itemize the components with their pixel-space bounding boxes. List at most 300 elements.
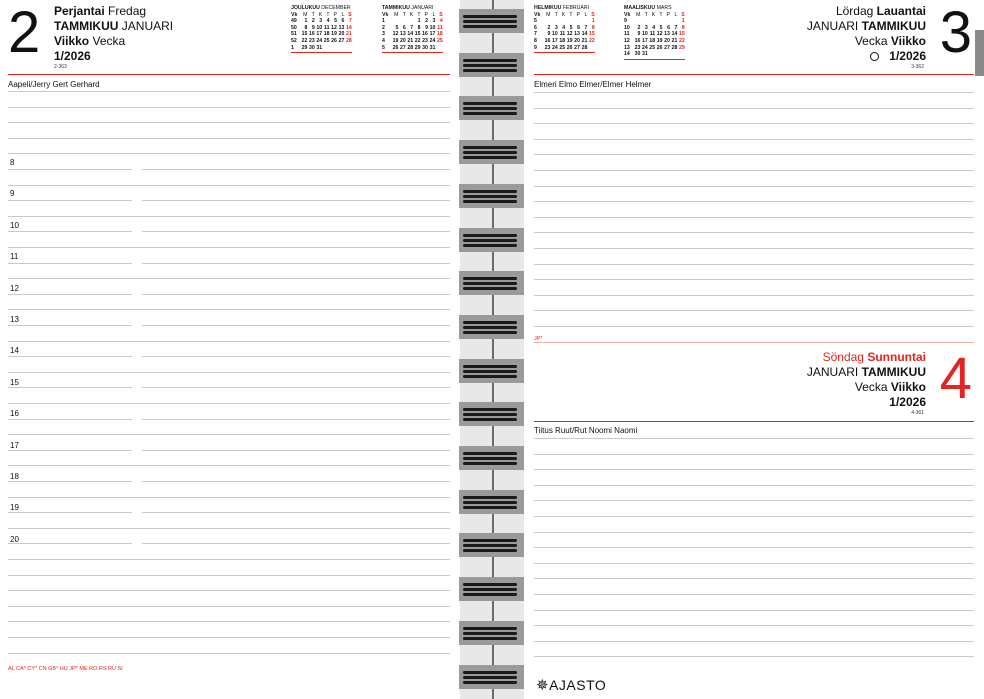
calendar-week-row	[624, 45, 685, 52]
week-number-cell: 1	[291, 44, 294, 51]
writing-line	[142, 231, 450, 232]
day-cell	[543, 18, 550, 25]
day-cell: 28	[407, 44, 414, 51]
sunday-day-number: 4	[939, 346, 972, 411]
week-number-cell: 9	[534, 44, 537, 51]
day-cell: 7	[674, 24, 678, 31]
day-cell: 11	[324, 24, 330, 31]
writing-line	[534, 139, 974, 140]
hour-label: 11	[10, 252, 19, 262]
day-cell: 17	[316, 31, 323, 38]
day-cell: P	[424, 11, 428, 18]
hour-label: 19	[10, 503, 19, 513]
calendar-week-row	[534, 25, 595, 32]
writing-line	[8, 122, 450, 123]
ring-wire	[463, 418, 517, 421]
ring-wire	[463, 102, 517, 105]
calendar-title-fi: MAALISKUU	[624, 5, 656, 11]
ring-wire	[463, 375, 517, 378]
day-cell: 22	[414, 37, 421, 44]
day-cell: 24	[552, 44, 558, 51]
day-cell: 13	[664, 31, 670, 38]
day-cell: 5	[395, 24, 399, 31]
week-number-cell: 1	[382, 18, 385, 25]
day-cell: 28	[581, 44, 588, 51]
day-cell	[406, 18, 413, 25]
day-cell: 27	[338, 37, 345, 44]
calendar-title	[624, 5, 685, 12]
day-name-sv: Fredag	[108, 4, 147, 18]
day-cell: 31	[642, 51, 648, 58]
day-cell: 16	[544, 37, 551, 44]
ring-wire	[463, 69, 517, 72]
writing-line	[8, 575, 450, 576]
ring-wire	[463, 457, 517, 460]
day-cell: 18	[559, 37, 566, 44]
week-fi: Viikko	[54, 34, 90, 48]
saturday-divider	[534, 74, 974, 75]
day-cell: T	[417, 11, 421, 18]
ring-wire	[463, 462, 517, 465]
writing-line	[534, 563, 974, 564]
day-cell: 26	[331, 37, 337, 44]
writing-line	[142, 200, 450, 201]
day-cell: 3	[644, 24, 648, 31]
week-number-cell: 12	[624, 37, 630, 44]
day-cell: 30	[422, 44, 428, 51]
ring-wire	[463, 107, 517, 110]
ring-wire	[463, 549, 517, 552]
ring-wire	[463, 588, 517, 591]
calendar-week-row	[624, 31, 685, 38]
hour-label: 15	[10, 377, 19, 387]
hour-line	[8, 263, 132, 264]
sun-day-of-year: 4-361	[911, 410, 924, 416]
day-of-year: 2-363	[54, 64, 67, 70]
mini-calendar-december	[291, 5, 352, 53]
day-cell: 22	[678, 37, 685, 44]
writing-line	[8, 372, 450, 373]
ring-wire	[463, 452, 517, 455]
sat-day-of-year: 3-362	[911, 64, 924, 70]
writing-line	[8, 138, 450, 139]
ring-wire	[463, 413, 517, 416]
calendar-rule	[624, 59, 685, 60]
week-number-cell: 13	[624, 44, 630, 51]
day-cell: 20	[338, 31, 345, 38]
day-cell: 2	[311, 18, 315, 25]
sat-day-name-fi: Lauantai	[876, 4, 926, 18]
ring-wire	[463, 627, 517, 630]
writing-line	[534, 625, 974, 626]
sun-day-name-fi: Sunnuntai	[867, 350, 926, 364]
moon-phase-icon	[870, 52, 879, 61]
day-cell: M	[394, 11, 399, 18]
hour-line	[8, 200, 132, 201]
ring-wire	[463, 195, 517, 198]
day-cell: 22	[301, 37, 308, 44]
day-cell: 7	[410, 24, 414, 31]
week-number-cell: Vk	[534, 11, 541, 18]
day-cell: P	[576, 11, 580, 18]
sun-month-fi: TAMMIKUU	[861, 365, 926, 379]
hour-line	[8, 325, 132, 326]
saturday-header	[807, 4, 926, 64]
calendar-title	[534, 5, 595, 12]
day-cell: T	[326, 11, 330, 18]
day-cell: K	[409, 11, 414, 18]
calendar-title-fi: TAMMIKUU	[382, 5, 410, 11]
ring-wire	[463, 676, 517, 679]
day-cell: 3	[432, 18, 436, 25]
writing-line	[142, 169, 450, 170]
calendar-week-row	[534, 38, 595, 45]
day-cell: 23	[544, 44, 551, 51]
spiral-ring	[459, 271, 525, 295]
day-cell: 17	[642, 37, 648, 44]
day-cell: T	[311, 11, 315, 18]
day-number: 2	[8, 0, 41, 65]
sun-week-fi: Viikko	[890, 380, 926, 394]
day-cell: 26	[392, 44, 399, 51]
day-cell: 12	[392, 31, 399, 38]
spiral-ring	[459, 9, 525, 33]
day-cell: 30	[309, 44, 315, 51]
writing-line	[8, 247, 450, 248]
calendar-title-sv: MARS	[655, 5, 672, 11]
mini-calendar-february	[534, 5, 595, 53]
day-cell: 23	[422, 37, 428, 44]
day-cell	[322, 45, 329, 52]
calendar-title	[291, 5, 352, 12]
day-cell: 19	[331, 31, 337, 38]
day-cell: 25	[559, 44, 566, 51]
sat-month-sv: JANUARI	[806, 19, 859, 33]
day-cell	[670, 18, 677, 25]
writing-line	[8, 278, 450, 279]
calendar-week-row	[624, 38, 685, 45]
day-cell: 31	[429, 44, 436, 51]
day-cell: 10	[642, 31, 648, 38]
day-cell: 24	[642, 44, 648, 51]
hour-label: 13	[10, 315, 19, 324]
calendar-title-sv: DECEMBER	[319, 5, 351, 11]
hour-label: 9	[10, 189, 15, 199]
day-cell: 4	[326, 18, 330, 25]
week-number-cell: 14	[624, 51, 630, 58]
day-cell: 15	[414, 31, 421, 38]
day-cell: 29	[678, 44, 685, 51]
day-cell: 20	[400, 37, 406, 44]
writing-line	[8, 559, 450, 560]
calendar-week-row	[624, 25, 685, 32]
hour-label: 16	[10, 409, 19, 419]
week-number-cell: 6	[534, 24, 537, 31]
week-number-cell: Vk	[291, 11, 298, 18]
day-cell	[573, 18, 580, 25]
sunday-name-day-text: Tiitus Ruut/Rut Noomi Naomi	[534, 426, 638, 435]
writing-line	[8, 606, 450, 607]
ring-wire	[463, 20, 517, 23]
saturday-name-day-text: Elmeri Elmo Elmer/Elmer Helmer	[534, 80, 652, 89]
day-cell: 13	[400, 31, 406, 38]
day-cell: T	[659, 11, 663, 18]
day-cell: 29	[414, 44, 421, 51]
writing-line	[8, 403, 450, 404]
day-cell: 9	[547, 31, 551, 38]
calendar-rule	[534, 52, 595, 53]
ring-wire	[463, 282, 517, 285]
calendar-rule	[291, 52, 352, 53]
day-cell: 2	[425, 18, 428, 25]
ring-wire	[463, 637, 517, 640]
day-cell: 19	[392, 37, 399, 44]
day-cell: 1	[417, 18, 421, 25]
ring-wire	[463, 190, 517, 193]
month-index-tab	[975, 30, 984, 76]
day-cell: K	[318, 11, 323, 18]
day-cell: 27	[400, 44, 406, 51]
day-cell	[677, 51, 684, 58]
calendar-week-row	[382, 45, 443, 52]
day-cell: 8	[417, 24, 421, 31]
day-cell: 29	[301, 44, 308, 51]
ring-wire	[463, 671, 517, 674]
spiral-ring	[459, 228, 525, 252]
saturday-end-rule	[534, 342, 974, 343]
spiral-ring	[459, 665, 525, 689]
day-cell: 20	[574, 37, 580, 44]
week-number-cell: Vk	[624, 11, 631, 18]
day-cell: 26	[656, 44, 663, 51]
day-cell: 3	[554, 24, 558, 31]
day-cell: 31	[316, 44, 323, 51]
day-cell	[435, 45, 442, 52]
day-cell: 16	[422, 31, 428, 38]
day-cell: 5	[659, 24, 663, 31]
day-cell: 19	[656, 37, 663, 44]
day-cell	[655, 18, 662, 25]
week-number-cell: 2	[382, 24, 385, 31]
day-cell: S	[439, 11, 443, 18]
sat-day-name-sv: Lördag	[835, 4, 874, 18]
hour-line	[8, 356, 132, 357]
header-divider	[8, 74, 450, 75]
day-cell: 21	[407, 37, 414, 44]
day-cell: 14	[671, 31, 678, 38]
spiral-ring	[459, 184, 525, 208]
day-cell: 12	[566, 31, 573, 38]
writing-line	[534, 154, 974, 155]
spiral-ring	[459, 315, 525, 339]
writing-line	[8, 497, 450, 498]
writing-line	[8, 91, 450, 92]
day-cell	[337, 45, 344, 52]
day-cell: 25	[436, 37, 443, 44]
ring-wire	[463, 151, 517, 154]
ring-wire	[463, 59, 517, 62]
day-cell: 11	[437, 24, 443, 31]
day-cell: 10	[552, 31, 558, 38]
ring-wire	[463, 287, 517, 290]
writing-line	[8, 185, 450, 186]
day-cell: 5	[334, 18, 337, 25]
writing-line	[8, 309, 450, 310]
writing-line	[534, 108, 974, 109]
hour-label: 14	[10, 346, 19, 356]
writing-line	[8, 528, 450, 529]
calendar-week-row	[291, 38, 352, 45]
day-cell: 14	[407, 31, 414, 38]
week-number-cell: 4	[382, 37, 385, 44]
day-cell	[633, 18, 640, 25]
writing-line	[8, 637, 450, 638]
hour-label: 18	[10, 472, 19, 481]
sat-week-sv: Vecka	[854, 34, 888, 48]
writing-line	[534, 217, 974, 218]
day-cell	[344, 45, 351, 52]
writing-line	[142, 450, 450, 451]
ring-wire	[463, 15, 517, 18]
ring-wire	[463, 239, 517, 242]
day-cell: 17	[552, 37, 558, 44]
writing-line	[534, 547, 974, 548]
writing-line	[8, 434, 450, 435]
hour-line	[8, 481, 132, 482]
day-cell: 4	[652, 24, 656, 31]
month-sv: JANUARI	[121, 19, 174, 33]
ring-wire	[463, 277, 517, 280]
day-cell: 21	[345, 31, 352, 38]
day-cell: T	[402, 11, 406, 18]
day-cell	[565, 18, 572, 25]
brand-logo	[536, 676, 606, 694]
calendar-weekday-header	[624, 12, 685, 19]
day-cell: K	[561, 11, 566, 18]
ring-wire	[463, 25, 517, 28]
calendar-title-fi: JOULUKUU	[291, 5, 320, 11]
hour-line	[8, 512, 132, 513]
writing-line	[534, 310, 974, 311]
week-number-cell: 5	[534, 18, 537, 25]
calendar-title	[382, 5, 443, 12]
day-cell: 18	[436, 31, 443, 38]
writing-line	[8, 153, 450, 154]
day-cell	[587, 45, 594, 52]
day-cell: L	[432, 11, 436, 18]
day-cell	[663, 18, 670, 25]
day-cell: 13	[574, 31, 580, 38]
day-cell: 18	[323, 31, 330, 38]
ring-wire	[463, 64, 517, 67]
week-number-cell: 51	[291, 31, 297, 38]
day-cell: 6	[577, 24, 580, 31]
ring-wire	[463, 156, 517, 159]
day-cell: 10	[316, 24, 323, 31]
day-cell: 4	[439, 18, 443, 25]
ring-wire	[463, 408, 517, 411]
writing-line	[142, 419, 450, 420]
day-cell: 27	[574, 44, 580, 51]
day-cell: P	[333, 11, 337, 18]
day-cell: 1	[681, 18, 685, 25]
writing-line	[534, 485, 974, 486]
day-cell	[550, 18, 557, 25]
writing-line	[142, 481, 450, 482]
ring-wire	[463, 331, 517, 334]
hour-line	[8, 231, 132, 232]
ring-wire	[463, 501, 517, 504]
week-number-cell: 5	[382, 44, 385, 51]
hour-line	[8, 169, 132, 170]
day-cell: 12	[656, 31, 663, 38]
writing-line	[534, 578, 974, 579]
writing-line	[534, 186, 974, 187]
holiday-country-codes: AL CA* CY* CN GB* HU JP* ME RO RS RU SI	[8, 666, 123, 672]
calendar-week-row	[534, 31, 595, 38]
calendar-week-row	[624, 18, 685, 25]
spiral-ring	[459, 577, 525, 601]
calendar-week-row	[291, 18, 352, 25]
writing-line	[8, 216, 450, 217]
brand-name: AJASTO	[549, 677, 607, 693]
day-cell: 12	[331, 24, 337, 31]
hour-label: 17	[10, 440, 19, 450]
day-cell: T	[569, 11, 573, 18]
ring-wire	[463, 681, 517, 684]
day-cell: 15	[588, 31, 595, 38]
ring-wire	[463, 365, 517, 368]
ring-wire	[463, 632, 517, 635]
writing-line	[142, 512, 450, 513]
day-cell: 6	[667, 24, 670, 31]
calendar-title-fi: HELMIKUU	[534, 5, 562, 11]
day-cell: 9	[311, 24, 315, 31]
writing-line	[534, 248, 974, 249]
writing-line	[534, 516, 974, 517]
left-page	[0, 0, 460, 699]
ring-wire	[463, 583, 517, 586]
writing-line	[142, 263, 450, 264]
day-cell	[391, 18, 398, 25]
spiral-ring	[459, 490, 525, 514]
writing-line	[534, 532, 974, 533]
hour-label: 20	[10, 534, 19, 544]
writing-line	[8, 590, 450, 591]
ring-wire	[463, 321, 517, 324]
hour-line	[8, 450, 132, 451]
day-cell: 7	[584, 24, 588, 31]
day-cell: 27	[664, 44, 670, 51]
ring-wire	[463, 506, 517, 509]
ring-wire	[463, 146, 517, 149]
writing-line	[534, 279, 974, 280]
month-fi: TAMMIKUU	[54, 19, 119, 33]
writing-line	[534, 610, 974, 611]
day-cell: 15	[301, 31, 308, 38]
writing-line	[8, 465, 450, 466]
calendar-week-row	[624, 51, 685, 58]
ring-wire	[463, 200, 517, 203]
writing-line	[142, 543, 450, 544]
ring-wire	[463, 539, 517, 542]
day-cell: 9	[637, 31, 641, 38]
day-cell	[663, 51, 670, 58]
day-cell: 16	[309, 31, 315, 38]
day-cell: 14	[581, 31, 588, 38]
day-cell: 16	[634, 37, 641, 44]
day-cell: S	[681, 11, 685, 18]
